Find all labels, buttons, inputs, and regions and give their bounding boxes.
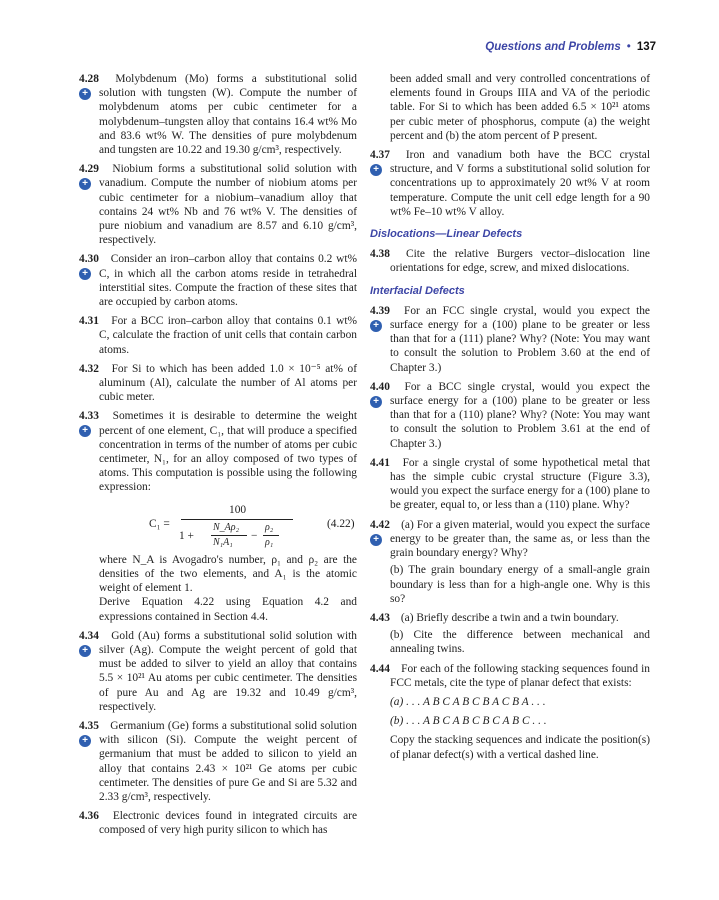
problem-4-28: + 4.28 Molybdenum (Mo) forms a substitutional solid solution with tungsten (W). Compute the number of molybdenum atoms per cubic centimeter for a molybdenum–tungsten alloy that contains 16.4 wt% Mo and 83.6 wt% W. The densities of pure molybdenum and tungsten are 10.22 and 19.30 g/cm³, respectively.	[79, 73, 357, 157]
problem-4-39: + 4.39 For an FCC single crystal, would you expect the surface energy for a (100) plane to be greater or less than that for a (111) plane? Why? (Note: You may want to consult the solution to Problem 3.60 at the end of Chapter 3.)	[370, 304, 650, 374]
problem-4-44: 4.44 For each of the following stacking sequences found in FCC metals, cite the type of planar defect that exists:	[370, 662, 650, 689]
eq-main-bar	[181, 519, 293, 520]
problem-text: surface energy to be greater than, the same as, or less than the grain boundary energy? Why?	[390, 518, 650, 560]
problem-4-42: + 4.42 (a) For a given material, would you expect the surface energy to be greater than, the same as, or less than the grain boundary energy? Why?	[370, 518, 650, 560]
plus-icon[interactable]: +	[370, 320, 382, 332]
problem-text: For a BCC iron–carbon alloy that contains 0.1 wt% C, calculate the fraction of unit cells that contain carbon atoms.	[99, 315, 357, 356]
problem-4-34: + 4.34 Gold (Au) forms a substitutional solid solution with silver (Ag). Compute the weight percent of gold that must be added to silver to yield an alloy that contains 5.5 × 10²¹ Au atoms per cubic centimeter. The densities of pure Au and Ag are 19.32 and 10.49 g/cm³, respectively.	[79, 629, 357, 713]
stacking-sequence-a	[370, 695, 650, 709]
plus-icon[interactable]: +	[79, 645, 91, 657]
eq-frac2-bot: ρ₁	[265, 536, 274, 548]
problem-text-start: Molybdenum (Mo) forms a substitutional	[115, 73, 327, 85]
eq-frac1-bot: N₁A₁	[213, 536, 233, 548]
problem-text-start: Gold (Au) forms a substitutional solid solution	[111, 629, 333, 642]
eq-minus: −	[251, 529, 258, 542]
left-column	[79, 72, 357, 843]
plus-icon[interactable]: +	[79, 178, 91, 190]
plus-icon[interactable]: +	[79, 268, 91, 280]
eq-frac1-top: N_Aρ₂	[213, 521, 240, 533]
derive-instruction	[79, 595, 357, 623]
problem-4-36-continued	[370, 72, 650, 143]
problem-text: vanadium. Compute the number of niobium atoms per cubic centimeter for a niobium–vanadium alloy that contains 24 wt% Nb and 76 wt% V. The densities of pure niobium and vanadium are 8.57 and 6.10 g/cm³, respectively.	[99, 177, 357, 247]
plus-icon[interactable]: +	[79, 88, 91, 100]
sequence-text: (a) . . . A B C A B C B A C B A . . .	[390, 695, 546, 708]
problem-text: (b) The grain boundary energy of a small-angle grain boundary is less than for a high-angle one. Why is this so?	[390, 564, 650, 605]
problem-text: (b) Cite the difference between mechanical and annealing twins.	[390, 629, 650, 656]
problem-4-40: + 4.40 For a BCC single crystal, would you expect the surface energy for a (100) plane to be greater or less than that for a (110) plane? Why? (Note: You may want to consult the solution to Problem 3.61 at the end of Chapter 3.)	[370, 380, 650, 450]
derive-text: Derive Equation 4.22 using Equation 4.2 and expressions contained in Section 4.4.	[99, 596, 357, 623]
problem-4-33: + 4.33 Sometimes it is desirable to determine the weight percent of one element, C₁, that will produce a specified concentration in terms of the number of atoms per cubic centimeter, N₁, for an alloy composed of two types of atoms. This computation is possible using the following expression:	[79, 410, 357, 494]
problem-4-43: 4.43 (a) Briefly describe a twin and a twin boundary.	[370, 611, 619, 624]
plus-icon[interactable]: +	[79, 735, 91, 747]
problem-text: For a single crystal of some hypothetical metal that has the simple cubic crystal structure (Figure 3.3), would you expect the surface energy for a (100) plane to be greater, equal to, or less than a (110) plane. Why?	[390, 456, 650, 512]
problem-text: structure, and V forms a substitutional solid solution for concentrations up to approximately 20 wt% V at room temperature. Compute the unit cell edge length for a 90 wt% Fe–10 wt% V alloy.	[390, 163, 650, 218]
problem-4-36: 4.36 Electronic devices found in integrated circuits are composed of very high purity silicon to which has	[79, 810, 357, 837]
problem-text: been added small and very controlled concentrations of elements found in Groups IIIA and VA of the periodic table. For Si to which has been added 6.5 × 10²¹ atoms per cubic meter of phosphorus, compute (a) the weight percent and (b) the atom percent of P present.	[390, 73, 650, 142]
equation-explanation	[79, 553, 357, 596]
eq-lhs: C₁ =	[149, 517, 170, 530]
eq-one-plus: 1 +	[179, 529, 194, 542]
right-column	[370, 72, 650, 767]
eq-label: (4.22)	[327, 517, 355, 530]
header-title: Questions and Problems	[485, 41, 621, 53]
eq-frac2-top: ρ₂	[265, 521, 274, 533]
plus-icon[interactable]: +	[79, 425, 91, 437]
sequence-text: (b) . . . A B C A B C B C A B C . . .	[390, 715, 547, 728]
problem-4-35: + 4.35 Germanium (Ge) forms a substitutional solid solution with silicon (Si). Compute the weight percent of germanium that must be added to silicon to yield an alloy that contains 2.43 × 10²¹ Ge atoms per cubic centimeter. The densities of pure Ge and Si are 5.32 and 2.33 g/cm³, respectively.	[79, 719, 357, 803]
problem-4-30: + 4.30 Consider an iron–carbon alloy that contains 0.2 wt% C, in which all the carbon atoms reside in tetrahedral interstitial sites. Compute the fraction of these sites that are occupied by carbon atoms.	[79, 253, 357, 309]
problem-4-37: + 4.37 Iron and vanadium both have the BCC crystal structure, and V forms a substitutional solid solution for concentrations up to approximately 20 wt% V at room temperature. Compute the unit cell edge length for a 90 wt% Fe–10 wt% V alloy.	[370, 149, 650, 218]
problem-text-start: For an FCC single crystal, would you expect the	[404, 304, 650, 317]
problem-text: (a) Briefly describe a twin and a twin boundary.	[400, 611, 619, 624]
problem-text-start: (a) For a given material, would you expect the	[401, 518, 614, 531]
problem-text-start: Iron and vanadium both have the BCC crystal	[405, 149, 650, 162]
plus-icon[interactable]: +	[370, 534, 382, 546]
problem-text: For each of the following stacking sequences found in FCC metals, cite the type of planar defect that exists:	[390, 662, 650, 689]
problem-text-start: Niobium forms a substitutional solid solution with	[112, 163, 357, 176]
problem-text: Electronic devices found in integrated circuits are composed of very high purity silicon to which has	[99, 810, 357, 837]
problem-text: Cite the relative Burgers vector–dislocation line orientations for edge, screw, and mixed dislocations.	[390, 248, 650, 275]
plus-icon[interactable]: +	[370, 164, 382, 176]
problem-text: solid solution with tungsten (W). Compute the number of molybdenum atoms per cubic centimeter for a molybdenum–tungsten alloy that contains 16.4 wt% Mo and 83.6 wt% W. The densities of pure molybdenum and tungsten are 10.22 and 19.30 g/cm³, respectively.	[99, 73, 357, 157]
page-number: 137	[636, 41, 656, 53]
problem-4-42-part-b	[370, 563, 650, 606]
running-header	[485, 41, 656, 53]
problem-4-38: 4.38 Cite the relative Burgers vector–dislocation line orientations for edge, screw, and mixed dislocations.	[370, 248, 650, 275]
problem-text: Copy the stacking sequences and indicate the position(s) of planar defect(s) with a vertical dashed line.	[390, 734, 650, 761]
problem-text-start: For a BCC single crystal, would you expect the	[404, 380, 650, 393]
problem-4-44-instruction	[370, 733, 650, 761]
problem-text: solution with silicon (Si). Compute the weight percent of germanium that must be added to silicon to yield an alloy that contains 2.43 × 10²¹ Ge atoms per cubic centimeter. The densities of pure Ge and Si are 5.32 and 2.33 g/cm³, respectively.	[99, 719, 357, 803]
section-heading-dislocations: Dislocations—Linear Defects	[370, 228, 523, 241]
stacking-sequence-b	[370, 714, 650, 728]
problem-4-31: 4.31 For a BCC iron–carbon alloy that contains 0.1 wt% C, calculate the fraction of unit cells that contain carbon atoms.	[79, 315, 357, 356]
problem-text-start: Consider an iron–carbon alloy that contains	[110, 253, 315, 266]
problem-4-41: 4.41 For a single crystal of some hypothetical metal that has the simple cubic crystal structure (Figure 3.3), would you expect the surface energy for a (100) plane to be greater, equal to, or less than a (110) plane. Why?	[370, 456, 650, 512]
problem-text: surface energy for a (100) plane to be greater or less than that for a (111) plane? Why? (Note: You may want to consult the solution to Problem 3.60 at the end of Chapter 3.)	[390, 319, 650, 374]
header-separator: •	[626, 41, 631, 53]
eq-numerator: 100	[229, 503, 247, 516]
problem-text: percent of one element, C₁, that will produce a specified concentration in terms of the number of atoms per cubic centimeter, N₁, for an alloy composed of two types of atoms. This computation is possible using the following expression:	[99, 424, 357, 494]
problem-text: surface energy for a (100) plane to be greater or less than that for a (110) plane? Why? (Note: You may want to consult the solution to Problem 3.61 at the end of Chapter 3.)	[390, 395, 650, 450]
problem-text-start: Sometimes it is desirable to determine the weight	[112, 410, 357, 423]
eq-where-text: where N_A is Avogadro's number, ρ₁ and ρ₂ are the densities of the two elements, and A₁ is the atomic weight of element 1.	[99, 553, 357, 595]
problem-text: with silver (Ag). Compute the weight percent of gold that must be added to silver to yield an alloy that contains 5.5 × 10²¹ Au atoms per cubic centimeter. The densities of pure Au and Ag are 19.32 and 10.49 g/cm³, respectively.	[99, 629, 357, 713]
problem-4-43-part-b	[370, 628, 650, 656]
problem-text: For Si to which has been added 1.0 × 10⁻⁵ at% of aluminum (Al), calculate the number of Al atoms per cubic meter.	[99, 362, 357, 404]
section-heading-interfacial: Interfacial Defects	[370, 284, 465, 297]
problem-text: 0.2 wt% C, in which all the carbon atoms reside in tetrahedral interstitial sites. Compute the fraction of these sites that are occupied by carbon atoms.	[99, 253, 357, 309]
plus-icon[interactable]: +	[370, 396, 382, 408]
problem-4-29: + 4.29 Niobium forms a substitutional solid solution with vanadium. Compute the number of niobium atoms per cubic centimeter for a niobium–vanadium alloy that contains 24 wt% Nb and 76 wt% V. The densities of pure niobium and vanadium are 8.57 and 6.10 g/cm³, respectively.	[79, 163, 357, 247]
problem-4-32: 4.32 For Si to which has been added 1.0 × 10⁻⁵ at% of aluminum (Al), calculate the number of Al atoms per cubic meter.	[79, 362, 357, 404]
problem-text-start: Germanium (Ge) forms a substitutional solid	[110, 719, 318, 732]
equation-4-22	[79, 503, 357, 548]
